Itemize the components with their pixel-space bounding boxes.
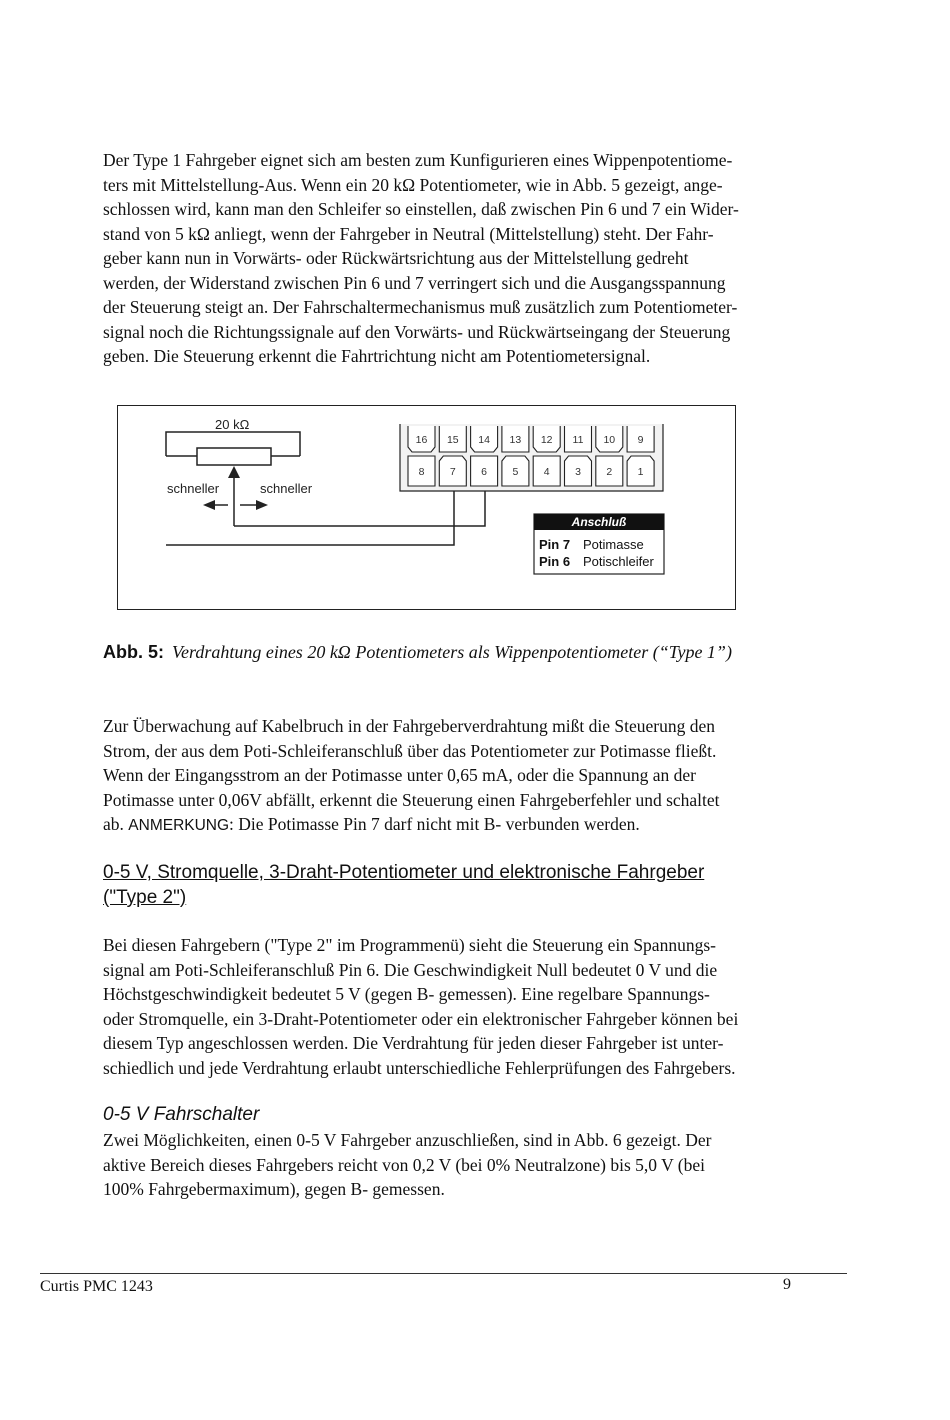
left-arrow-icon — [203, 500, 215, 510]
text-fragment: ab. — [103, 814, 129, 834]
paragraph-fahrschalter — [103, 1128, 853, 1202]
text-line: aktive Bereich dieses Fahrgebers reicht von 0,2 V (bei 0% Neutralzone) bis 5,0 V (bei — [103, 1154, 705, 1175]
text-line: signal noch die Richtungssignale auf den Vorwärts- und Rückwärtseingang der Steuerung — [103, 321, 731, 342]
text-line: Zwei Möglichkeiten, einen 0-5 V Fahrgeber anzuschließen, sind in Abb. 6 gezeigt. Der — [103, 1130, 712, 1150]
text-line: werden, der Widerstand zwischen Pin 6 und 7 verringert sich und die Ausgangsspannung — [103, 272, 726, 293]
text-line: 100% Fahrgebermaximum), gegen B- gemessen. — [103, 1179, 445, 1199]
text-line: stand von 5 kΩ anliegt, wenn der Fahrgeber in Neutral (Mittelstellung) steht. Der Fahr- — [103, 223, 714, 244]
connector-pin-label: 11 — [572, 434, 584, 446]
section-heading-type2 — [103, 860, 863, 910]
legend-row-1-desc: Potimasse — [583, 537, 644, 552]
text-line: Wenn der Eingangsstrom an der Potimasse unter 0,65 mA, oder die Spannung an der — [103, 765, 696, 785]
text-fragment: : Die Potimasse Pin 7 darf nicht mit B- verbunden werden. — [229, 814, 640, 834]
connector-pin-label: 8 — [418, 466, 425, 478]
text-line: Bei diesen Fahrgebern ("Type 2" im Programmenü) sieht die Steuerung ein Spannungs- — [103, 935, 716, 955]
text-line: geben. Die Steuerung erkennt die Fahrtrichtung nicht am Potentiometersignal. — [103, 346, 651, 366]
connector-pin-label: 4 — [543, 466, 550, 478]
footer-title: Curtis PMC 1243 — [40, 1278, 153, 1295]
left-direction-label: schneller — [167, 481, 220, 496]
page-number: 9 — [783, 1276, 791, 1293]
legend-title: Anschluß — [571, 515, 627, 529]
connector-pin-label: 13 — [509, 434, 522, 446]
text-line: oder Stromquelle, ein 3-Draht-Potentiometer oder ein elektronischer Fahrgeber können bei — [103, 1008, 739, 1029]
footer-rule — [40, 1273, 847, 1274]
wiring-diagram — [117, 405, 736, 610]
section-heading-fahrschalter: 0-5 V Fahrschalter — [103, 1104, 260, 1125]
figure-caption-text: Verdrahtung eines 20 kΩ Potentiometers als Wippenpotentiometer (“Type 1”) — [172, 642, 732, 662]
paragraph-type2-description — [103, 933, 853, 1080]
wiper-arrow — [228, 466, 240, 478]
connector-pin-label: 5 — [512, 466, 519, 478]
paragraph-type1-description — [103, 148, 853, 369]
connector-pin-label: 14 — [478, 434, 490, 446]
text-line: signal am Poti-Schleiferanschluß Pin 6. Die Geschwindigkeit Null bedeutet 0 V und die — [103, 959, 718, 980]
paragraph-wire-break-monitoring — [103, 714, 853, 839]
text-line: Strom, der aus dem Poti-Schleiferanschluß über das Potentiometer zur Potimasse fließt. — [103, 740, 717, 761]
legend-row-1-pin: Pin 7 — [539, 537, 571, 552]
note-label: ANMERKUNG — [128, 817, 230, 834]
right-arrow-icon — [256, 500, 268, 510]
heading-line: 0-5 V, Stromquelle, 3-Draht-Potentiometer und elektronische Fahrgeber — [103, 862, 705, 883]
connector-pin-label: 1 — [637, 466, 644, 478]
connector-pin-label: 16 — [415, 434, 428, 446]
pot-resistor — [197, 448, 271, 465]
text-line: geber kann nun in Vorwärts- oder Rückwärtsrichtung aus der Mittelstellung gedreht — [103, 248, 689, 268]
connector-pin-label: 12 — [540, 434, 553, 446]
legend-row-2-desc: Potischleifer — [583, 554, 654, 569]
text-line: ters mit Mittelstellung-Aus. Wenn ein 20 kΩ Potentiometer, wie in Abb. 5 gezeigt, ange- — [103, 174, 723, 195]
text-line: Der Type 1 Fahrgeber eignet sich am besten zum Kunfigurieren eines Wippenpotentiome- — [103, 150, 733, 170]
text-line: diesem Typ angeschlossen werden. Die Verdrahtung für jeden dieser Fahrgeber ist unter- — [103, 1033, 724, 1053]
connector-pin-label: 3 — [575, 466, 581, 478]
heading-line: ("Type 2") — [103, 887, 187, 908]
connector-pin-label: 9 — [637, 434, 644, 446]
text-line: schiedlich und jede Verdrahtung erlaubt unterschiedliche Fehlerprüfungen des Fahrgebers. — [103, 1057, 736, 1078]
connector-pin-label: 7 — [449, 466, 456, 478]
legend-row-2-pin: Pin 6 — [539, 554, 571, 569]
text-line: Zur Überwachung auf Kabelbruch in der Fahrgeberverdrahtung mißt die Steuerung den — [103, 716, 715, 736]
connector-pin-label: 15 — [446, 434, 459, 446]
text-line: Potimasse unter 0,06V abfällt, erkennt die Steuerung einen Fahrgeberfehler und schaltet — [103, 789, 720, 810]
text-line: der Steuerung steigt an. Der Fahrschaltermechanismus muß zusätzlich zum Potentiometer- — [103, 297, 738, 317]
text-line: schlossen wird, kann man den Schleifer so einstellen, daß zwischen Pin 6 und 7 ein Wider- — [103, 199, 739, 219]
connector-pin-label: 10 — [603, 434, 616, 446]
connector-pin-label: 2 — [606, 466, 613, 478]
wiring-diagram-svg — [118, 406, 736, 610]
figure-caption-label: Abb. 5: — [103, 642, 164, 662]
right-direction-label: schneller — [260, 481, 313, 496]
pot-value-label: 20 kΩ — [215, 417, 250, 432]
text-line-note — [103, 812, 853, 839]
text-line: Höchstgeschwindigkeit bedeutet 5 V (gegen B- gemessen). Eine regelbare Spannungs- — [103, 984, 710, 1004]
figure-caption — [103, 640, 883, 664]
connector-pin-label: 6 — [481, 466, 488, 478]
